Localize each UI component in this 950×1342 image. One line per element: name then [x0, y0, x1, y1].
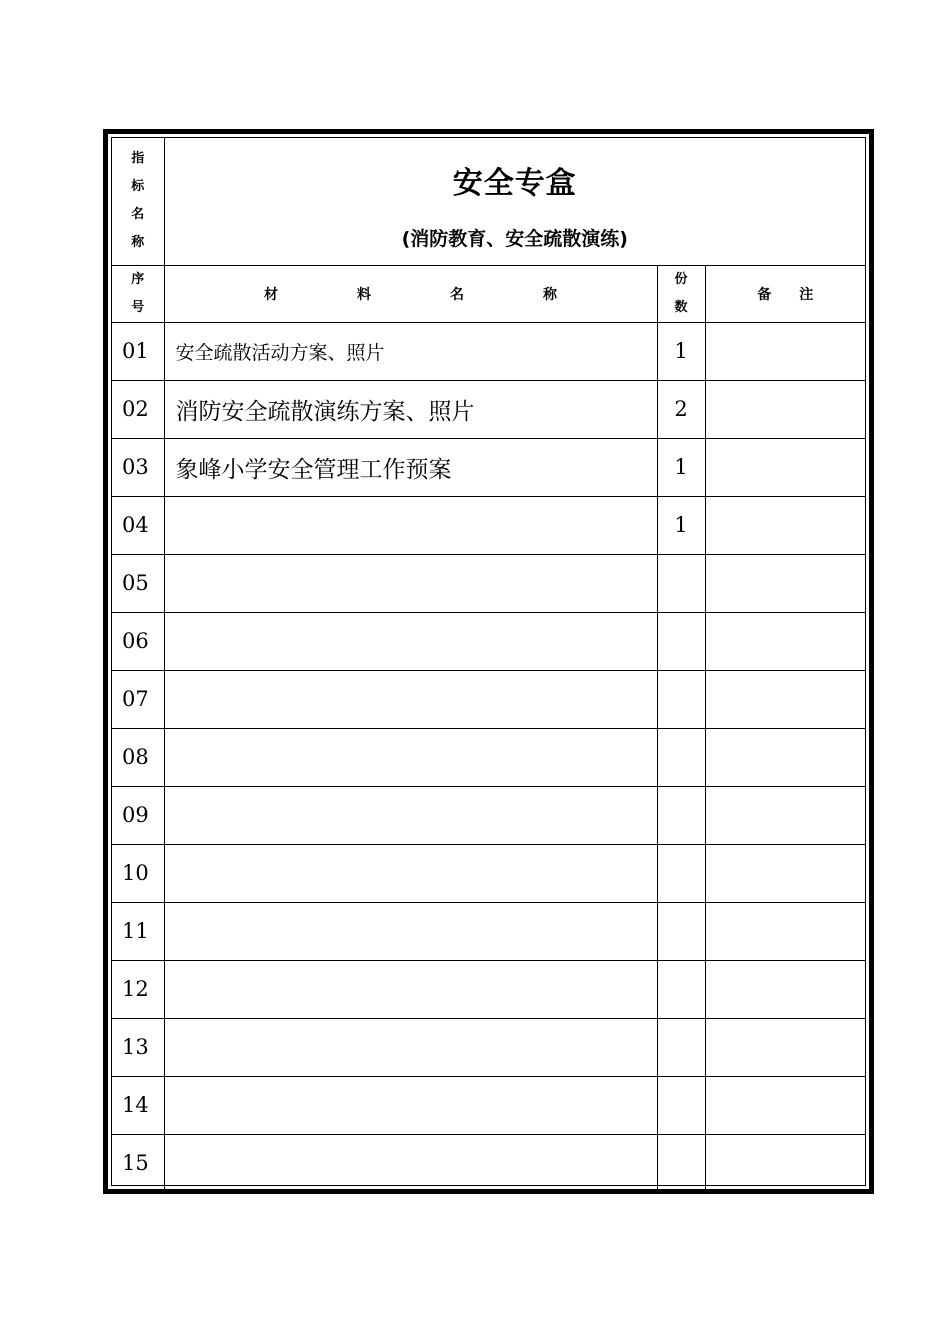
copies-value: [657, 612, 705, 670]
indicator-label-char: 指: [131, 151, 145, 167]
material-name: [164, 1134, 657, 1192]
remarks-value: [705, 322, 865, 380]
remarks-header: 备 注: [705, 265, 865, 322]
row-number: 06: [112, 612, 164, 670]
material-name: [164, 496, 657, 554]
copies-value: 1: [657, 322, 705, 380]
copies-value: [657, 786, 705, 844]
table-row: [112, 380, 865, 438]
indicator-label-char: 称: [131, 235, 145, 251]
title-row: [112, 138, 865, 265]
material-name: 消防安全疏散演练方案、照片: [164, 380, 657, 438]
table-row: [112, 1076, 865, 1134]
row-number: 11: [112, 902, 164, 960]
seq-header: [112, 265, 164, 322]
remarks-value: [705, 496, 865, 554]
inner-border: [111, 137, 866, 1186]
copies-value: [657, 960, 705, 1018]
material-name: [164, 1076, 657, 1134]
table-row: [112, 612, 865, 670]
document-title: 安全专盒: [452, 165, 577, 201]
indicator-label-cell: [112, 138, 164, 265]
remarks-value: [705, 670, 865, 728]
remarks-value: [705, 960, 865, 1018]
material-name: [164, 902, 657, 960]
indicator-label-char: 名: [131, 207, 145, 223]
header-row: [112, 265, 865, 322]
copies-header-char: 份: [674, 271, 688, 287]
indicator-label-char: 标: [131, 179, 145, 195]
table-row: [112, 786, 865, 844]
copies-header: [657, 265, 705, 322]
material-header-char: 称: [543, 286, 557, 303]
seq-header-char: 号: [131, 299, 145, 315]
table-row: [112, 960, 865, 1018]
table-row: [112, 496, 865, 554]
material-name: [164, 844, 657, 902]
row-number: 02: [112, 380, 164, 438]
remarks-value: [705, 728, 865, 786]
remarks-value: [705, 612, 865, 670]
row-number: 14: [112, 1076, 164, 1134]
material-name: 象峰小学安全管理工作预案: [164, 438, 657, 496]
row-number: 08: [112, 728, 164, 786]
material-name: [164, 554, 657, 612]
material-name: 安全疏散活动方案、照片: [164, 322, 657, 380]
remarks-value: [705, 438, 865, 496]
material-name: [164, 670, 657, 728]
row-number: 12: [112, 960, 164, 1018]
remarks-value: [705, 844, 865, 902]
table-row: [112, 728, 865, 786]
remarks-value: [705, 380, 865, 438]
row-number: 05: [112, 554, 164, 612]
remarks-value: [705, 902, 865, 960]
copies-value: [657, 1018, 705, 1076]
copies-header-char: 数: [674, 299, 688, 315]
table-row: [112, 1134, 865, 1192]
table-row: [112, 554, 865, 612]
material-name: [164, 1018, 657, 1076]
table-row: [112, 844, 865, 902]
material-header-char: 名: [450, 286, 464, 303]
remarks-value: [705, 1018, 865, 1076]
copies-value: [657, 554, 705, 612]
row-number: 07: [112, 670, 164, 728]
remarks-value: [705, 786, 865, 844]
table-row: [112, 670, 865, 728]
material-header-char: 料: [357, 286, 371, 303]
copies-value: [657, 844, 705, 902]
title-cell: [164, 138, 865, 265]
material-name: [164, 612, 657, 670]
copies-value: [657, 1134, 705, 1192]
seq-header-char: 序: [131, 271, 145, 287]
table-row: [112, 438, 865, 496]
table-row: [112, 322, 865, 380]
copies-value: 2: [657, 380, 705, 438]
material-name: [164, 960, 657, 1018]
material-name: [164, 786, 657, 844]
copies-value: 1: [657, 496, 705, 554]
material-header-char: 材: [264, 286, 278, 303]
material-header: [164, 265, 657, 322]
row-number: 04: [112, 496, 164, 554]
copies-value: 1: [657, 438, 705, 496]
copies-value: [657, 1076, 705, 1134]
remarks-value: [705, 554, 865, 612]
document-subtitle: (消防教育、安全疏散演练): [401, 227, 628, 250]
row-number: 01: [112, 322, 164, 380]
table-row: [112, 902, 865, 960]
row-number: 15: [112, 1134, 164, 1192]
row-number: 03: [112, 438, 164, 496]
copies-value: [657, 728, 705, 786]
row-number: 10: [112, 844, 164, 902]
copies-value: [657, 902, 705, 960]
remarks-value: [705, 1076, 865, 1134]
document-frame: [103, 129, 874, 1194]
table-row: [112, 1018, 865, 1076]
row-number: 09: [112, 786, 164, 844]
copies-value: [657, 670, 705, 728]
remarks-value: [705, 1134, 865, 1192]
contents-table: [112, 138, 865, 1192]
material-name: [164, 728, 657, 786]
row-number: 13: [112, 1018, 164, 1076]
